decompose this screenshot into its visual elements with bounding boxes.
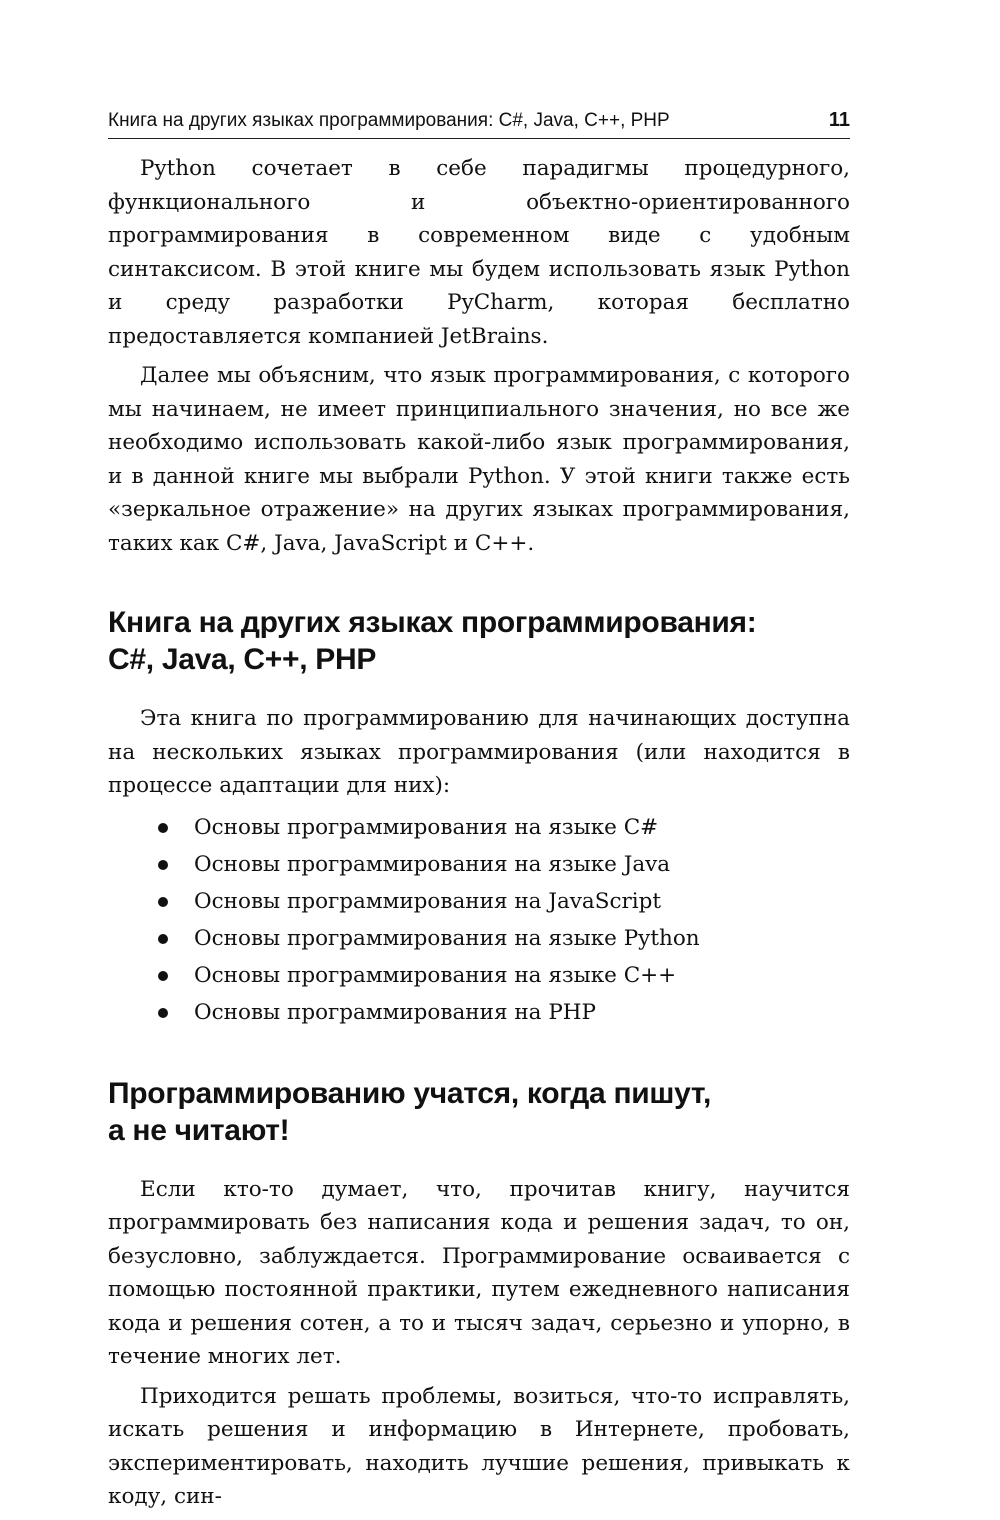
section-heading-learn-by-writing <box>108 1075 850 1149</box>
bullet-icon <box>158 823 168 833</box>
list-item <box>108 809 850 846</box>
list-item <box>108 957 850 994</box>
list-item-label: Основы программирования на PHP <box>194 999 597 1025</box>
running-header-title: Книга на других языках программирования: C#, Java, C++, PHP <box>108 110 670 131</box>
page-body <box>108 152 850 1520</box>
list-item-label: Основы программирования на языке Java <box>194 851 671 877</box>
running-header <box>108 108 850 139</box>
list-item <box>108 994 850 1031</box>
section-heading-line-1: Книга на других языках программирования: <box>108 606 757 639</box>
language-list <box>108 809 850 1031</box>
list-item <box>108 846 850 883</box>
list-item-label: Основы программирования на языке C++ <box>194 962 677 988</box>
bullet-icon <box>158 860 168 870</box>
list-item <box>108 920 850 957</box>
intro-paragraph-2: Далее мы объясним, что язык программирования, с которого мы начинаем, не имеет принципиального значения, но все же необходимо использовать какой-либо язык программирования, и в данной книге мы выбрали Python. У этой книги также есть «зеркальное отражение» на других языках программирования, таких как C#, Java, JavaScript и C++. <box>108 363 850 556</box>
list-item-label: Основы программирования на JavaScript <box>194 888 662 914</box>
bullet-icon <box>158 897 168 907</box>
list-item-label: Основы программирования на языке C# <box>194 814 659 840</box>
section-heading-line-2: C#, Java, C++, PHP <box>108 643 377 676</box>
bullet-icon <box>158 1008 168 1018</box>
section-heading-other-languages <box>108 604 850 678</box>
list-item-label: Основы программирования на языке Python <box>194 925 700 951</box>
bullet-icon <box>158 971 168 981</box>
intro-paragraph-1: Python сочетает в себе парадигмы процедурного, функционального и объектно-ориентированного программирования в современном виде с удобным синтаксисом. В этой книге мы будем использовать язык Python и среду разработки PyCharm, которая бесплатно предоставляется компанией JetBrains. <box>108 156 850 349</box>
bullet-icon <box>158 934 168 944</box>
list-item <box>108 883 850 920</box>
practice-paragraph-2: Приходится решать проблемы, возиться, что-то исправлять, искать решения и информацию в Интернете, пробовать, экспериментировать, находить лучшие решения, привыкать к коду, син- <box>108 1383 850 1509</box>
other-languages-paragraph: Эта книга по программированию для начинающих доступна на нескольких языках программирования (или находится в процессе адаптации для них): <box>108 706 850 798</box>
page-number: 11 <box>828 109 850 131</box>
practice-paragraph-1: Если кто-то думает, что, прочитав книгу, научится программировать без написания кода и решения задач, то он, безусловно, заблуждается. Программирование осваивается с помощью постоянной практики, путем ежедневного написания кода и решения сотен, а то и тысяч задач, серьезно и упорно, в течение многих лет. <box>108 1176 850 1369</box>
section-heading-line-1: Программированию учатся, когда пишут, <box>108 1076 712 1110</box>
section-heading-line-2: а не читают! <box>108 1113 290 1147</box>
